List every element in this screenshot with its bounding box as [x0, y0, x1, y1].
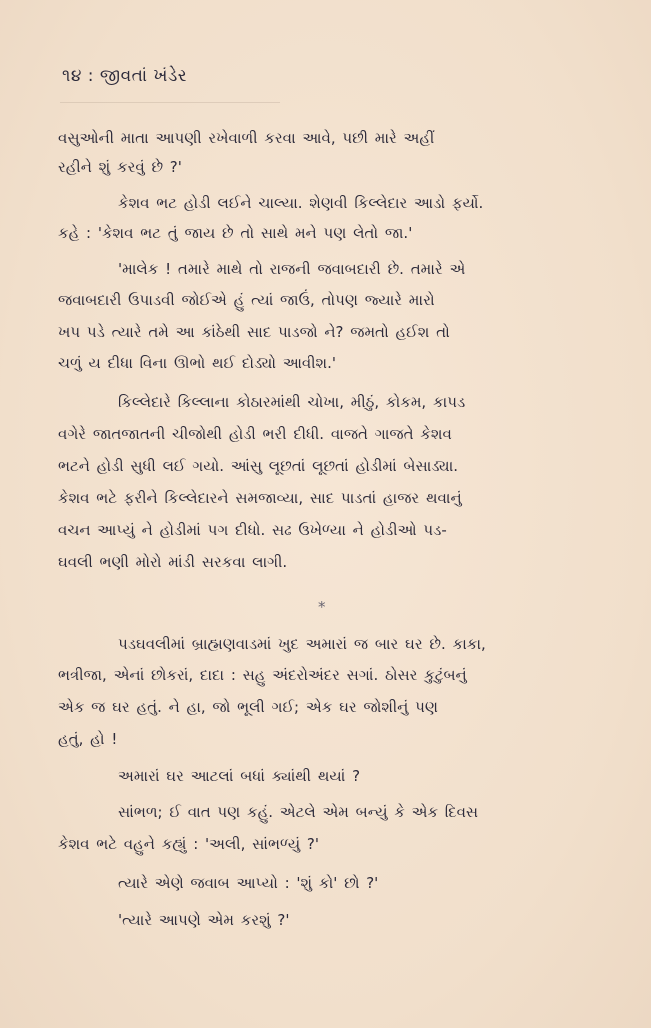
text-line: પડઘવલીમાં બ્રાહ્મણવાડમાં ખુદ અમારાં જ બાર ઘર છે. કાકા,	[118, 635, 486, 653]
text-line: ખપ પડે ત્યારે તમે આ કાંઠેથી સાદ પાડજો ને? જમતો હઈશ તો	[58, 323, 450, 341]
text-line: 'માલેક ! તમારે માથે તો રાજની જવાબદારી છે. તમારે એ	[118, 260, 466, 278]
text-line: કિલ્લેદારે કિલ્લાના કોઠારમાંથી ચોખા, મીઠું, કોકમ, કાપડ	[118, 393, 466, 411]
text-line: જવાબદારી ઉપાડવી જોઈએ હું ત્યાં જાઉં, તોપણ જ્યારે મારો	[58, 291, 435, 309]
text-line: હતું, હો !	[58, 730, 118, 748]
text-line: 'ત્યારે આપણે એમ કરશું ?'	[118, 911, 290, 929]
text-line: કેશવ ભટ હોડી લઈને ચાલ્યા. શેણવી કિલ્લેદાર આડો ફર્યો.	[118, 194, 484, 212]
header-divider	[60, 102, 280, 103]
text-line: કહે : 'કેશવ ભટ તું જાય છે તો સાથે મને પણ લેતો જા.'	[58, 224, 413, 242]
page-header: ૧૪ : જીવતાં ખંડેર	[62, 66, 188, 86]
text-line: ભટને હોડી સુધી લઈ ગયો. આંસુ લૂછતાં લૂછતાં હોડીમાં બેસાડ્યા.	[58, 457, 459, 475]
text-line: વચન આપ્યું ને હોડીમાં પગ દીધો. સઢ ઉખેળ્યા ને હોડીઓ પડ-	[58, 521, 447, 539]
text-line: વગેરે જાતજાતની ચીજોથી હોડી ભરી દીધી. વાજતે ગાજતે કેશવ	[58, 425, 452, 443]
text-line: ચળું ય દીધા વિના ઊભો થઈ દોડ્યો આવીશ.'	[58, 354, 336, 372]
text-line: રહીને શું કરવું છે ?'	[58, 158, 182, 176]
text-line: કેશવ ભટે વહુને કહ્યું : 'અલી, સાંભળ્યું ?'	[58, 835, 319, 853]
section-separator: *	[318, 598, 326, 616]
text-line: કેશવ ભટે ફરીને કિલ્લેદારને સમજાવ્યા, સાદ પાડતાં હાજર થવાનું	[58, 489, 462, 507]
text-line: ઘવલી ભણી મોરો માંડી સરકવા લાગી.	[58, 553, 288, 571]
text-line: ત્યારે એણે જવાબ આપ્યો : 'શું કો' છો ?'	[118, 874, 379, 892]
text-line: સાંભળ; ઈ વાત પણ કહું. એટલે એમ બન્યું કે એક દિવસ	[118, 803, 479, 821]
text-line: અમારાં ઘર આટલાં બધાં ક્યાંથી થયાં ?	[118, 767, 361, 785]
text-line: વસુઓની માતા આપણી રખેવાળી કરવા આવે, પછી મારે અહીં	[58, 129, 435, 147]
text-line: એક જ ઘર હતું. ને હા, જો ભૂલી ગઈ; એક ઘર જોશીનું પણ	[58, 698, 438, 716]
text-line: ભત્રીજા, એનાં છોકરાં, દાદા : સહુ અંદરોઅંદર સગાં. ઠોસર કુટુંબનું	[58, 666, 467, 684]
